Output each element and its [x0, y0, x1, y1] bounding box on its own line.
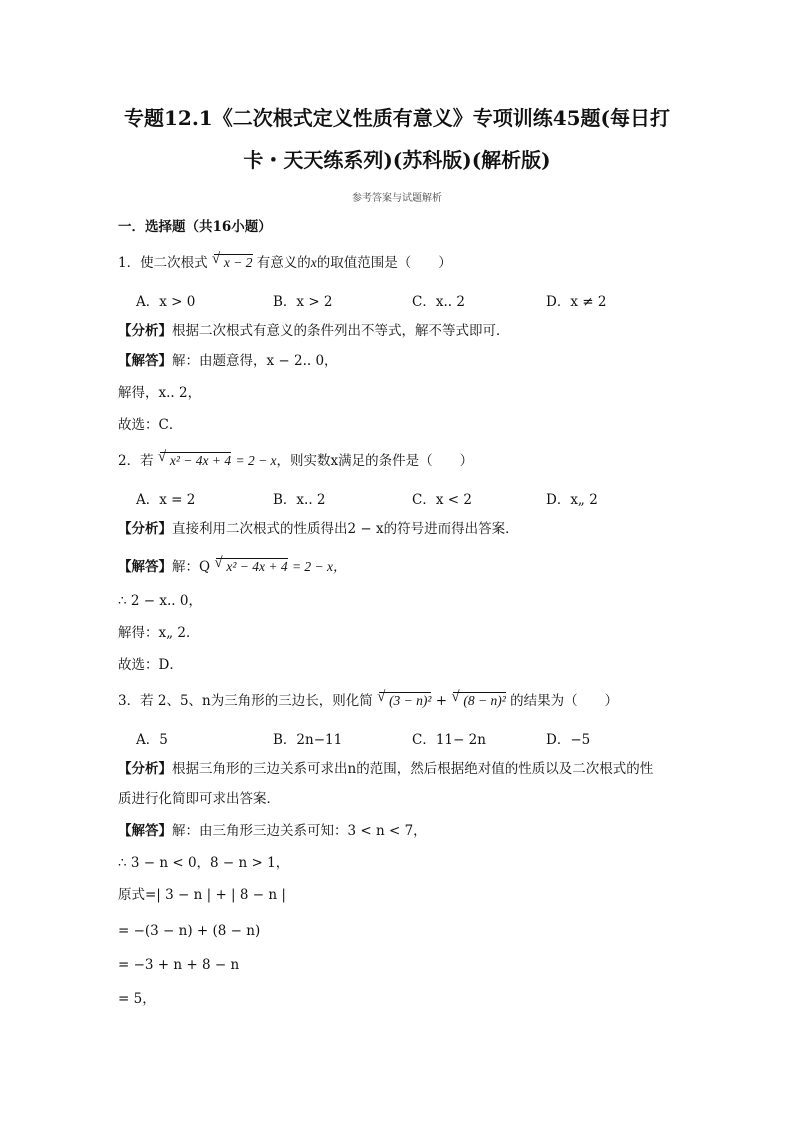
- q2-answer-pre: 解：Q: [172, 559, 211, 575]
- q1-choice: 故选：C．: [118, 417, 183, 433]
- q3-option-d: D．−5: [546, 732, 591, 748]
- q2-answer-radical: √ x² − 4x + 4: [216, 558, 287, 574]
- q3-option-c: C．11− 2n: [412, 732, 486, 748]
- q2-radical: √ x² − 4x + 4: [160, 452, 231, 468]
- q2-option-b: B．x.. 2: [273, 492, 326, 508]
- q3-option-a: A．5: [136, 732, 168, 748]
- q2-stem-post: ，则实数x满足的条件是（ ）: [276, 453, 474, 469]
- q3-answer-tag: 【解答】: [118, 823, 172, 839]
- q1-option-c: C．x.. 2: [412, 294, 465, 310]
- q3-stem-post: 的结果为（ ）: [510, 693, 619, 709]
- q2-solve: 解得：x„ 2．: [118, 625, 200, 641]
- q3-answer: [118, 822, 427, 840]
- q3-plus: +: [435, 693, 448, 709]
- q1-var: x: [310, 255, 317, 270]
- q1-answer-tag: 【解答】: [118, 353, 172, 369]
- q1-stem-mid: 有意义的: [256, 255, 311, 271]
- q1-option-b: B．x > 2: [273, 294, 333, 310]
- document-title-line-1: 专题12.1《二次根式定义性质有意义》专项训练45题(每日打: [123, 106, 670, 130]
- q1-option-d: D．x ≠ 2: [546, 294, 607, 310]
- q3-analysis-tag: 【分析】: [118, 761, 172, 777]
- q2-step: ∴ 2 − x.. 0，: [118, 593, 202, 609]
- q2-analysis-tag: 【分析】: [118, 521, 172, 537]
- q1-radical: √ x − 2: [214, 254, 253, 270]
- q2-option-c: C．x < 2: [412, 492, 472, 508]
- q3-answer-text: 解：由三角形三边关系可知：3 < n < 7，: [172, 823, 427, 839]
- q3-step-2: 原式=| 3 − n | + | 8 − n |: [118, 887, 286, 903]
- document-subtitle: 参考答案与试题解析: [352, 193, 442, 204]
- q1-stem: [118, 254, 452, 272]
- q1-stem-pre: 1．使二次根式: [118, 255, 208, 271]
- q3-step-5: = 5，: [118, 991, 156, 1007]
- q2-answer-tag: 【解答】: [118, 559, 172, 575]
- q2-stem-eq: = 2 − x: [235, 453, 277, 468]
- q1-analysis-tag: 【分析】: [118, 323, 172, 339]
- q3-radical-1: √ (3 − n)²: [379, 692, 431, 708]
- q2-stem: [118, 452, 473, 470]
- q1-answer-text: 解：由题意得，x − 2.. 0，: [172, 353, 338, 369]
- q2-choice: 故选：D．: [118, 657, 183, 673]
- q1-stem-post: 的取值范围是（ ）: [316, 255, 452, 271]
- q3-analysis-1: [118, 760, 653, 778]
- q3-stem: [118, 692, 618, 710]
- q2-option-d: D．x„ 2: [546, 492, 598, 508]
- q2-stem-pre: 2．若: [118, 453, 154, 469]
- q2-answer-post: = 2 − x，: [291, 559, 347, 574]
- q1-analysis: [118, 322, 510, 340]
- q3-step-4: = −3 + n + 8 − n: [118, 957, 240, 973]
- q3-step-3: = −(3 − n) + (8 − n): [118, 923, 261, 939]
- q1-answer: [118, 352, 338, 370]
- q2-option-a: A．x = 2: [136, 492, 196, 508]
- q2-answer: [118, 558, 347, 576]
- q2-analysis: [118, 520, 519, 538]
- q2-analysis-text: 直接利用二次根式的性质得出2 − x的符号进而得出答案．: [172, 521, 519, 537]
- q3-step-1: ∴ 3 − n < 0，8 − n > 1，: [118, 855, 290, 871]
- q3-radical-2: √ (8 − n)²: [453, 692, 505, 708]
- section-heading: 一．选择题（共16小题）: [118, 219, 272, 235]
- q3-stem-pre: 3．若 2、5、n为三角形的三边长，则化简: [118, 693, 373, 709]
- document-title-line-2: 卡・天天练系列)(苏科版)(解析版): [243, 148, 551, 172]
- q1-solve: 解得，x.. 2，: [118, 385, 202, 401]
- q3-analysis-2: 质进行化简即可求出答案．: [118, 791, 280, 807]
- q3-option-b: B．2n−11: [273, 732, 343, 748]
- q1-option-a: A．x > 0: [136, 294, 196, 310]
- q3-analysis-text-1: 根据三角形的三边关系可求出n的范围，然后根据绝对值的性质以及二次根式的性: [172, 761, 654, 777]
- q1-analysis-text: 根据二次根式有意义的条件列出不等式，解不等式即可．: [172, 323, 510, 339]
